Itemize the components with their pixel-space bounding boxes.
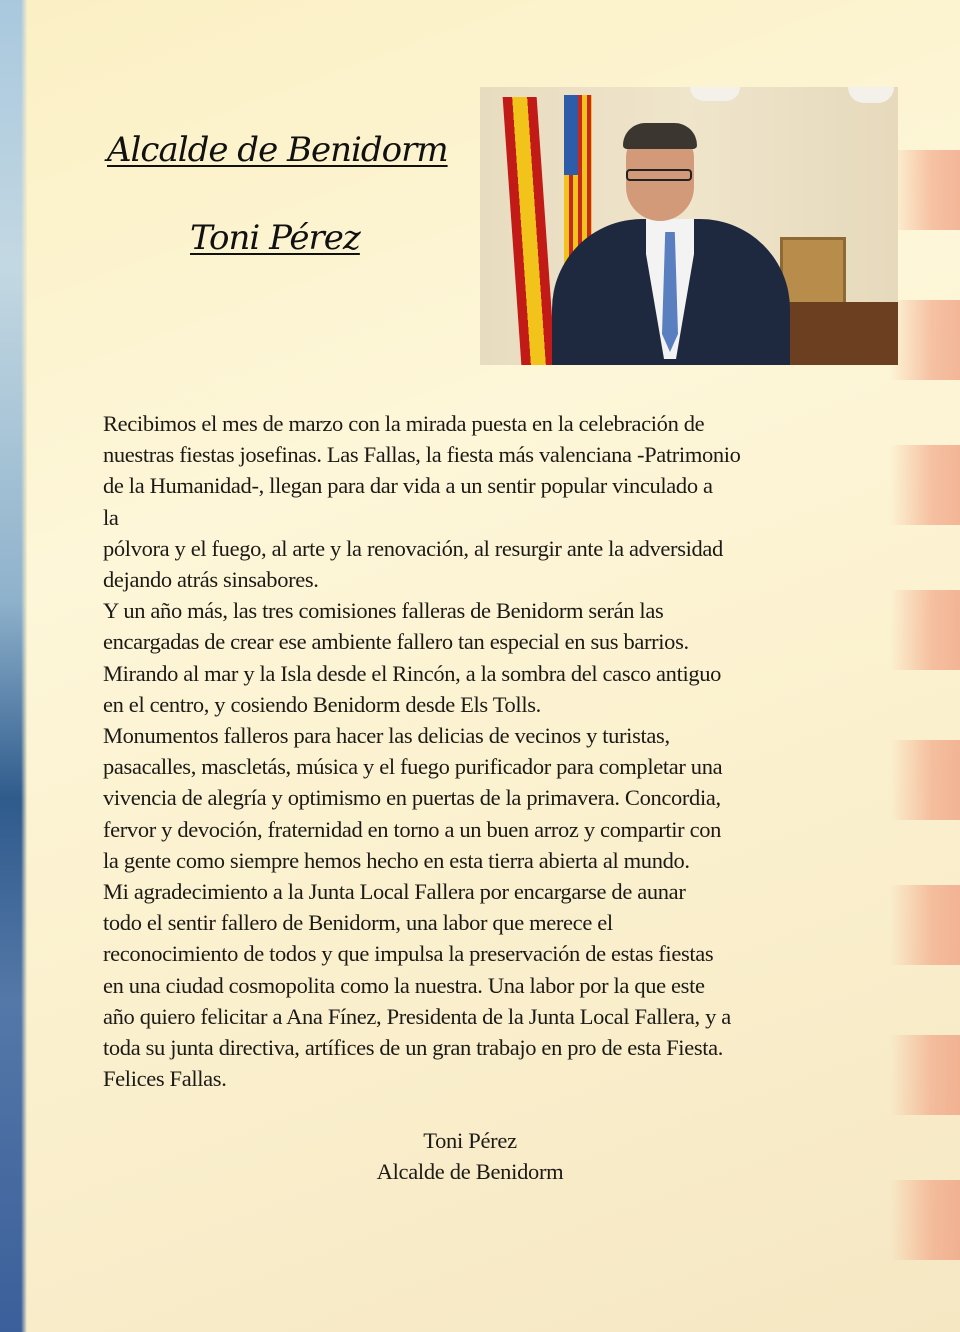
decorative-stripe (890, 740, 960, 820)
body-line: nuestras fiestas josefinas. Las Fallas, la fiesta más valenciana -Patrimonio (103, 442, 741, 468)
page-subtitle-name: Toni Pérez (190, 218, 360, 258)
hair (623, 123, 697, 149)
body-line: reconocimiento de todos y que impulsa la preservación de estas fiestas (103, 941, 714, 967)
body-line: Recibimos el mes de marzo con la mirada puesta en la celebración de (103, 411, 705, 436)
body-line: toda su junta directiva, artífices de un gran trabajo en pro de esta Fiesta. (103, 1035, 724, 1061)
body-line: año quiero felicitar a Ana Fínez, Presidenta de la Junta Local Fallera, y a (103, 1003, 731, 1029)
body-line: Monumentos falleros para hacer las delicias de vecinos y turistas, (103, 723, 670, 749)
spain-flag (503, 97, 556, 365)
painted-border (0, 0, 27, 1332)
body-line: en una ciudad cosmopolita como la nuestra. Una labor por la que este (103, 972, 705, 998)
letter-body (103, 408, 741, 1094)
decorative-stripe (890, 445, 960, 525)
signature-name: Toni Pérez (423, 1128, 517, 1153)
body-line: dejando atrás sinsabores. (103, 567, 319, 593)
body-line: Felices Fallas. (103, 1066, 227, 1092)
body-line: en el centro, y cosiendo Benidorm desde Els Tolls. (103, 691, 541, 717)
ceiling-lamp (690, 87, 740, 101)
body-line: encargadas de crear ese ambiente fallero tan especial en sus barrios. (103, 629, 689, 655)
decorative-stripe (890, 885, 960, 965)
decorative-stripe (890, 300, 960, 380)
body-line: pólvora y el fuego, al arte y la renovación, al resurgir ante la adversidad (103, 535, 723, 561)
body-line: Y un año más, las tres comisiones falleras de Benidorm serán las (103, 598, 664, 624)
decorative-stripe (890, 150, 960, 230)
flag-blue-band (564, 95, 578, 175)
body-line: la (103, 504, 119, 530)
glasses (626, 169, 692, 181)
body-line: todo el sentir fallero de Benidorm, una labor que merece el (103, 910, 613, 936)
body-line: Mirando al mar y la Isla desde el Rincón, a la sombra del casco antiguo (103, 660, 722, 686)
decorative-stripe (890, 1180, 960, 1260)
decorative-stripe (890, 590, 960, 670)
signature-role: Alcalde de Benidorm (376, 1159, 564, 1184)
body-line: fervor y devoción, fraternidad en torno a un buen arroz y compartir con (103, 816, 722, 842)
body-line: la gente como siempre hemos hecho en esta tierra abierta al mundo. (103, 847, 690, 873)
mayor-portrait-photo (480, 87, 898, 365)
body-line: de la Humanidad-, llegan para dar vida a un sentir popular vinculado a (103, 473, 713, 499)
ceiling-lamp (848, 87, 894, 103)
page-title: Alcalde de Benidorm (107, 130, 448, 170)
body-line: pasacalles, mascletás, música y el fuego purificador para completar una (103, 754, 723, 780)
body-line: Mi agradecimiento a la Junta Local Fallera por encargarse de aunar (103, 879, 686, 905)
decorative-stripe (890, 1035, 960, 1115)
body-line: vivencia de alegría y optimismo en puertas de la primavera. Concordia, (103, 785, 721, 811)
